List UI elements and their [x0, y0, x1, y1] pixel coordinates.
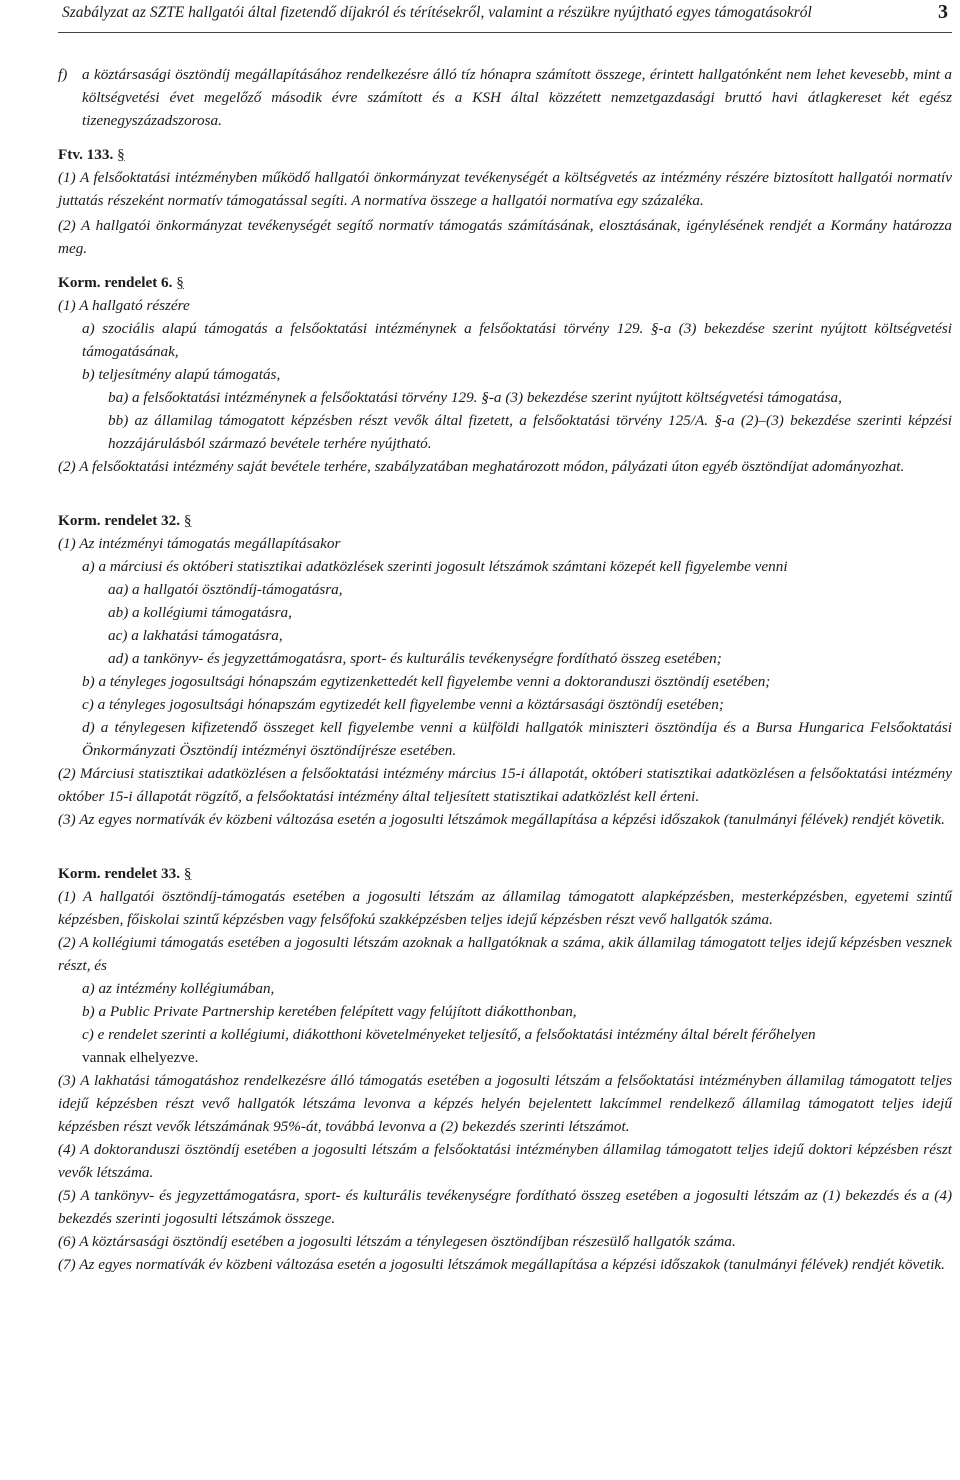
item-f: [58, 63, 952, 132]
list-item: aa) a hallgatói ösztöndíj-támogatásra,: [108, 581, 343, 598]
heading-text: Korm. rendelet 33.: [58, 865, 181, 882]
paragraph-sign[interactable]: §: [183, 865, 192, 882]
paragraph: (1) A hallgató részére: [58, 297, 190, 314]
header-title: Szabályzat az SZTE hallgatói által fizetendő díjakról és térítésekről, valamint a részükre nyújtható egyes támogatásokról: [62, 4, 812, 21]
paragraph-sign[interactable]: §: [176, 274, 184, 291]
section-korm-33: [58, 862, 952, 1276]
paragraph: (3) Az egyes normatívák év közbeni változása esetén a jogosulti létszámok megállapítása a képzési időszakok (tanulmányi félévek) rendjét követik.: [58, 811, 945, 828]
paragraph: (6) A köztársasági ösztöndíj esetében a jogosulti létszám a ténylegesen ösztöndíjban részesülő hallgatók száma.: [58, 1233, 736, 1250]
section-heading: [58, 271, 952, 294]
list-item: b) a Public Private Partnership keretében felépített vagy felújított diákotthonban,: [82, 1003, 577, 1020]
page-number: 3: [938, 1, 948, 23]
section-heading: [58, 862, 952, 885]
list-item: c) e rendelet szerinti a kollégiumi, diákotthoni követelményeket teljesítő, a felsőoktatási intézmény által bérelt férőhelyen: [82, 1026, 816, 1043]
paragraph: (7) Az egyes normatívák év közbeni változása esetén a jogosulti létszámok megállapítása a képzési időszakok (tanulmányi félévek) rendjét követik.: [58, 1256, 945, 1273]
list-item: a) az intézmény kollégiumában,: [82, 980, 275, 997]
list-item: ab) a kollégiumi támogatásra,: [108, 604, 292, 621]
item-f-text: a köztársasági ösztöndíj megállapításához rendelkezésre álló tíz hónapra számított összege, érintett hallgatónként nem lehet kevesebb, mint a költségvetési évet megelőző második évre számított és a KSH által közzétett nemzetgazdasági bruttó havi átlagkereset két egész tizenegyszázadszorosa.: [82, 66, 952, 129]
paragraph: (2) A kollégiumi támogatás esetében a jogosulti létszám azoknak a hallgatóknak a száma, akik államilag támogatott teljes idejű képzésben vesznek részt, és: [58, 934, 952, 974]
section-korm-32: [58, 509, 952, 831]
heading-text: Korm. rendelet 6.: [58, 274, 173, 291]
paragraph-tail: vannak elhelyezve.: [82, 1049, 199, 1066]
page-header: [58, 0, 952, 33]
paragraph: (1) A felsőoktatási intézményben működő hallgatói önkormányzat tevékenységét a költségvetés az intézmény részére biztosított hallgatói normatív juttatás részeként normatív támogatással segíti. A normatíva összege a hallgatói normatíva egy százaléka.: [58, 169, 952, 209]
item-f-label: f): [58, 66, 68, 83]
list-item: a) szociális alapú támogatás a felsőoktatási intézménynek a felsőoktatási törvény 129. §-a (3) bekezdése szerint nyújtott költségvetési támogatásának,: [82, 320, 952, 360]
list-item: bb) az államilag támogatott képzésben részt vevők által fizetett, a felsőoktatási törvény 125/A. §-a (2)–(3) bekezdése szerinti képzési hozzájárulásból származó bevétele terhére nyújtható.: [108, 412, 952, 452]
heading-text: Korm. rendelet 32.: [58, 512, 181, 529]
paragraph: (4) A doktoranduszi ösztöndíj esetében a jogosulti létszám a felsőoktatási intézményben államilag támogatott teljes idejű doktori képzésben részt vevők létszáma.: [58, 1141, 952, 1181]
paragraph: (2) Márciusi statisztikai adatközlésen a felsőoktatási intézmény március 15-i állapotát, októberi statisztikai adatközlésen a felsőoktatási intézmény október 15-i állapotát rögzítő, a felsőoktatási intézmény által teljesített statisztikai adatközlést kell érteni.: [58, 765, 952, 805]
paragraph: (1) A hallgatói ösztöndíj-támogatás esetében a jogosulti létszám az államilag támogatott alapképzésben, mesterképzésben, egyetemi szintű képzésben, főiskolai szintű képzésben vagy felsőfokú szakképzésben teljes idejű képzésben részt vevő hallgatók száma.: [58, 888, 952, 928]
list-item: b) teljesítmény alapú támogatás,: [82, 366, 281, 383]
paragraph: (2) A hallgatói önkormányzat tevékenységét segítő normatív támogatás számításának, elosztásának, igénylésének rendjét a Kormány határozza meg.: [58, 217, 952, 257]
paragraph: (3) A lakhatási támogatáshoz rendelkezésre álló támogatás esetében a jogosulti létszám a felsőoktatási intézményben államilag támogatott teljes idejű képzésben részt vevő hallgatók létszáma levonva a képzés helyén bejelentett lakcímmel rendelkező államilag támogatott teljes idejű képzésben részt vevők létszámának 95%-át, továbbá levonva a (2) bekezdés szerinti létszámot.: [58, 1072, 952, 1135]
list-item: b) a tényleges jogosultsági hónapszám egytizenkettedét kell figyelembe venni a doktoranduszi ösztöndíj esetében;: [82, 673, 771, 690]
list-item: d) a ténylegesen kifizetendő összeget kell figyelembe venni a külföldi hallgatók miniszteri ösztöndíja és a Bursa Hungarica Felsőoktatási Önkormányzati Ösztöndíj intézményi ösztöndíjrésze esetében.: [82, 719, 952, 759]
document-body: [58, 63, 952, 1276]
paragraph: (2) A felsőoktatási intézmény saját bevétele terhére, szabályzatában meghatározott módon, pályázati úton egyéb ösztöndíjat adományozhat.: [58, 458, 905, 475]
section-ftv-133: [58, 143, 952, 260]
paragraph-sign[interactable]: §: [117, 146, 125, 163]
list-item: ad) a tankönyv- és jegyzettámogatásra, sport- és kulturális tevékenységre fordítható összeg esetében;: [108, 650, 722, 667]
list-item: ba) a felsőoktatási intézménynek a felsőoktatási törvény 129. §-a (3) bekezdése szerint nyújtott költségvetési támogatása,: [108, 389, 842, 406]
paragraph: (5) A tankönyv- és jegyzettámogatásra, sport- és kulturális tevékenységre fordítható összeg esetében a jogosulti létszám az (1) bekezdés és a (4) bekezdés szerinti jogosulti létszámok összege.: [58, 1187, 952, 1227]
section-korm-6: [58, 271, 952, 478]
section-heading: [58, 509, 952, 532]
list-item: c) a tényleges jogosultsági hónapszám egytizedét kell figyelembe venni a köztársasági ösztöndíj esetében;: [82, 696, 724, 713]
list-item: ac) a lakhatási támogatásra,: [108, 627, 283, 644]
paragraph: (1) Az intézményi támogatás megállapításakor: [58, 535, 341, 552]
section-heading: [58, 143, 952, 166]
paragraph-sign[interactable]: §: [183, 512, 192, 529]
list-item: a) a márciusi és októberi statisztikai adatközlések szerinti jogosult létszámok számtani közepét kell figyelembe venni: [82, 558, 788, 575]
heading-text: Ftv. 133.: [58, 146, 114, 163]
